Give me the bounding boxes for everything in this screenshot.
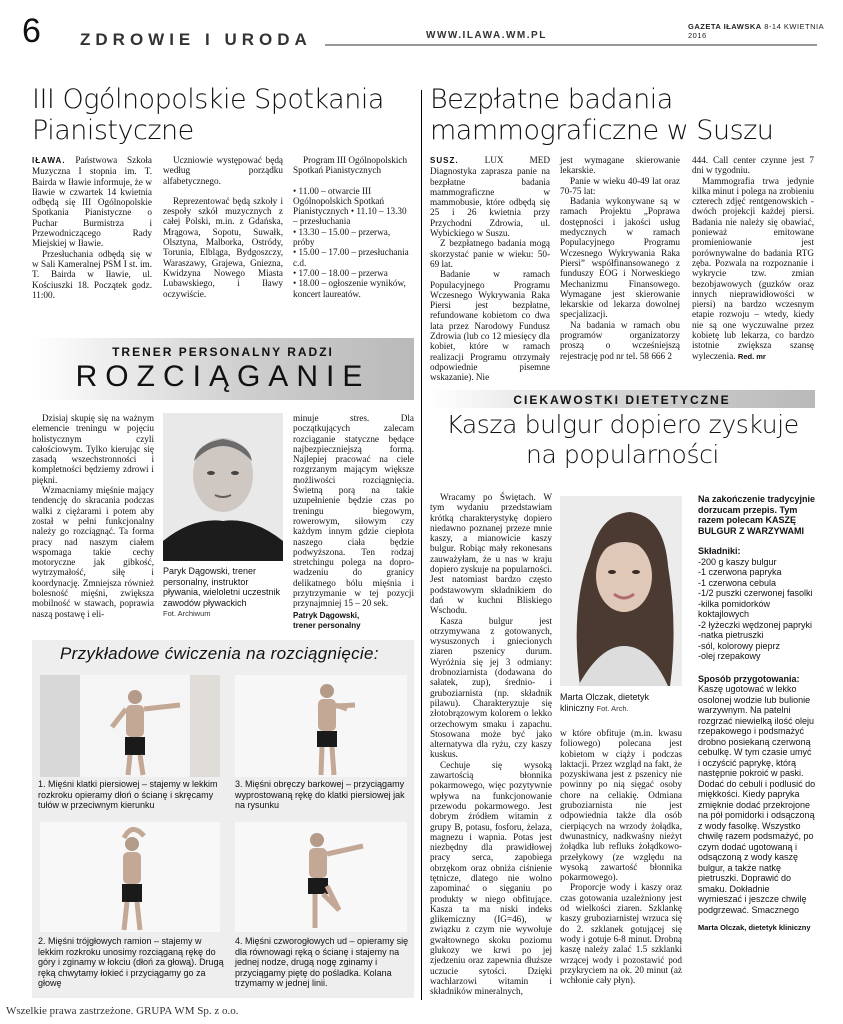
footer-copyright: Wszelkie prawa zastrzeżone. GRUPA WM Sp. z o.o. — [6, 1005, 239, 1017]
piano-col2-p1: Uczniowie występować będą według porządku alfabetycznego. — [163, 155, 283, 186]
mammo-p3: Badanie w ramach Populacyjnego Programu Wczesnego Wykrywania Raka Piersi jest bezpłatne, refundowane kobietom co dwa lata przez Narodowy Fundusz Zdrowia (lub co 12 miesięcy dla kobiet, które w ramach realizacji Programu otrzymały odpowiednie pisemne wskazanie). Nie — [430, 269, 550, 383]
diet-col-1 — [430, 492, 552, 997]
mammo-col2-p3: Badania wykonywane są w ramach Projektu „Poprawa dostępności i jakości usług medycznych w ramach Populacyjnego Programu Wczesnego Wykrywania Raka Piersi” współfinansowanego z funduszy EOG i Norweskiego Mechanizmu Finansowego. Wymagane jest skierowanie lekarskie od lekarza dowolnej specjalizacji. — [560, 196, 680, 320]
shoulder-stretch-icon — [235, 675, 407, 777]
exercise-4-caption: 4. Mięśni czworogłowych ud – opieramy się dla równowagi ręką o ścianę i stajemy na jednej nodze, drugą nogę zginamy i przyciągamy piętę do pośladka. Kolana trzymamy w jednej linii. — [235, 936, 409, 988]
page-number: 6 — [22, 12, 41, 50]
trainer-kicker: TRENER PERSONALNY RADZI — [112, 345, 334, 359]
diet-col2-p2: Proporcje wody i kaszy oraz czas gotowania uzależniony jest od wielkości ziaren. Szklankę kaszy gruboziarnistej wrzuca się do 2. szklanek gotującej się wody i gotuje 6-8 minut. Drobną kaszę należy zalać 1.5 szklanki wrzącej wody i pozostawić pod przykryciem na ok. 20 minut (aż wchłonie cały płyn). — [560, 882, 682, 986]
mammo-p1: LUX MED Diagnostyka zaprasza panie na bezpłatne badania mammograficzne w mammobusie, które odbędą się 25 i 26 kwietnia przy Przychodni Zdrowia, ul. Wybickiego w Suszu. — [430, 155, 550, 239]
ingredients-list — [698, 557, 816, 662]
piano-col2-p2: Reprezentować będą szkoły i zespoły szkół muzycznych z całej Polski, m.in. z Gdańska, Mrągowa, Sopotu, Suwałk, Olsztyna, Malborka, Ostródy, Torunia, Elbląga, Bydgoszczy, Waraszawy, Grajewa, Gniezna, Kwidzyna Nowego Miasta Lubawskiego, i Iławy oczywiście. — [163, 195, 283, 299]
ingredient-item: -1 czerwona papryka — [698, 567, 782, 577]
exercise-2-caption: 2. Mięśni trójgłowych ramion – stajemy w lekkim rozkroku unosimy rozciąganą rękę do góry i zginamy w łokciu (dłoń za głową). Drugą ręką chwytamy łokieć i przyciągamy go za głowę — [38, 936, 224, 988]
issue-dates: 8-14 KWIETNIA 2016 — [688, 22, 824, 40]
ingredients-title: Składniki: — [698, 546, 741, 556]
piano-location: IŁAWA. — [32, 156, 66, 165]
dietitian-portrait-icon — [560, 496, 682, 686]
mammo-col-2 — [560, 155, 680, 361]
exercise-4-photo — [235, 822, 407, 932]
ingredient-item: -2 łyżeczki wędzonej papryki — [698, 619, 813, 630]
trainer-photo-caption — [163, 566, 285, 620]
mammo-col2-p2: Panie w wieku 40-49 lat oraz 70-75 lat: — [560, 175, 680, 196]
ingredient-item: -sól, kolorowy pieprz — [698, 640, 781, 651]
piano-p2: Przesłuchania odbędą się w w Sali Kameralnej PSM I st. im. T. Bairda w Iławie, ul. Kościuszki 18. Początek godz. 11:00. — [32, 248, 152, 300]
paper-title: GAZETA IŁAWSKA — [688, 22, 762, 31]
mammo-col-1 — [430, 155, 550, 383]
dietitian-photo — [560, 496, 682, 686]
dietitian-caption-text: Marta Olczak, dietetyk kliniczny — [560, 692, 650, 713]
trainer-photo-credit: Fot. Archiwum — [163, 609, 211, 618]
piano-program-item: • 18.00 – ogłoszenie wyników, koncert laureatów. — [293, 278, 406, 299]
exercise-3-caption: 3. Mięśni obręczy barkowej – przyciągamy wyprostowaną rękę do klatki piersiowej jak na rysunku — [235, 779, 405, 810]
person-portrait-icon — [163, 413, 283, 561]
piano-program-item: • 11.00 – otwarcie III Ogólnopolskich Spotkań Pianistycznych • 11.10 – 13.30 – przesłuchania — [293, 185, 407, 227]
exercise-1-caption: 1. Mięśni klatki piersiowej – stajemy w lekkim rozkroku opieramy dłoń o ścianę i skręcamy tułów w przeciwnym kierunku — [38, 779, 218, 810]
paper-name — [688, 22, 843, 40]
method-title: Sposób przygotowania: — [698, 673, 800, 684]
triceps-stretch-icon — [40, 822, 220, 932]
trainer-title: ROZCIĄGANIE — [75, 360, 371, 393]
trainer-photo — [163, 413, 283, 561]
piano-p1: Państwowa Szkoła Muzyczna I stopnia im. T. Bairda w Iławie informuje, że w Iławie w czwartek 14 kwietnia odbędą się III Ogólnopolskie Spotkania Pianistyczne o Puchar Burmistrza i Przewodniczącego Rady Miejskiej w Iławie. — [32, 155, 153, 249]
recipe-column — [698, 494, 816, 934]
trainer-sig-role: trener personalny — [293, 620, 361, 630]
piano-program-item: • 17.00 – 18.00 – przerwa — [293, 267, 388, 278]
diet-p2: Kasza bulgur jest otrzymywana z gotowanych, wysuszonych i gniecionych ziaren pszenicy durum. Wyróżnia się jej 3 odmiany: drobnoziarnista (dodawana do sałatek, zup), średnio- i gruboziarnista (np. składnik pilawu). Charakteryzuje się złotobrązowym kolorem o lekko orzechowym smaku i zapachu. Stosowana może być jako alternatywa dla ryżu, czy kaszy kuskus. — [430, 615, 552, 760]
exercise-3-photo — [235, 675, 407, 777]
mammo-col-3 — [692, 155, 814, 362]
exercise-1-photo — [40, 675, 220, 777]
ingredient-item: -200 g kaszy bulgur — [698, 556, 777, 567]
exercises-heading: Przykładowe ćwiczenia na rozciągnięcie: — [60, 644, 379, 663]
diet-col2-p1: w które obfituje (m.in. kwasu foliowego) polecana jest kobietom w ciąży i podczas laktacji. Przez wzgląd na fakt, że pozyskiwana jest z pszenicy nie powinny po nią sięgać osoby chore na celiakię. Odmiana gruboziarnista nie jest odpowiednia także dla osób cierpiących na wrzody żołądka, dwunastnicy, nadkwaśny nieżyt żołądka lub refluks żołądkowo-przełykowy (ze względu na wysoką zawartość błonnika pokarmowego). — [560, 728, 682, 883]
diet-kicker: CIEKAWOSTKI DIETETYCZNE — [513, 393, 731, 407]
mammo-col2-p1: jest wymagane skierowanie lekarskie. — [560, 155, 680, 176]
piano-col-3 — [293, 155, 413, 299]
center-divider — [421, 90, 422, 1000]
method-text: Kaszę ugotować w lekko osolonej wodzie lub bulionie warzywnym. Na patelni rozgrzać niewielką ilość oleju rzepakowego i podsmażyć drobno posiekaną czerwoną cebulkę. W tym czasie umyć i oczyścić paprykę, którą następnie pokroić w paski. Dodać do cebuli i podlusić do miękkości. Kiedy papryka zmięknie dodać przekrojone na pół pomidorki i odsączoną z wody fasolkę. Wszystko chwilę razem podsmażyć, po czym dodać ugotowaną i odsączoną z wody kaszę bulgur, a także natkę pietruszki. Doprawić do smaku. Dokładnie wymieszać i jeszcze chwilę podgrzewać. Smacznego — [698, 684, 816, 915]
trainer-col2-text: minuje stres. Dla początkujących zalecam rozciąganie statyczne będące najbezpieczniejszą formą. Najlepiej pracować na ciele rozgrzanym mającym większe możliwości rozciągnięcia. Świetną porą na takie uzupełnienie będzie czas po treningu biegowym, rowerowym, siłowym czy każdym innym gdzie ciepłota naszego ciała będzie podwyższona. Ten rodzaj stretchingu polega na doprowadzeniu do granicy delikatnego bólu mięśnia i przytrzymanie w tej pozycji przynajmniej 15 – 20 sek. — [293, 413, 414, 609]
ingredient-item: -kilka pomidorków koktajlowych — [698, 598, 771, 619]
mammo-p2: Z bezpłatnego badania mogą skorzystać panie w wieku: 50-69 lat. — [430, 238, 550, 269]
ingredient-item: -natka pietruszki — [698, 630, 764, 640]
dietitian-photo-credit: Fot. Arch. — [596, 703, 629, 713]
mammo-signature: Red. mr — [737, 351, 766, 361]
mammo-location: SUSZ. — [430, 156, 459, 165]
piano-program-item: • 13.30 – 15.00 – przerwa, próby — [293, 226, 391, 248]
mammo-col2-p4: Na badania w ramach obu programów organizatorzy proszą o wcześniejszą rejestrację pod nr tel. 58 666 2 — [560, 319, 680, 361]
ingredient-item: -1 czerwona cebula — [698, 577, 777, 588]
mammo-col3-text: Mammografia trwa jedynie kilka minut i polega na zrobieniu czterech zdjęć rentgenowskich - dwóch projekcji każdej piersi. Badania nie należy się obawiać, ponieważ emitowane promieniowanie jest porównywalne do badania RTG zęba. Pozwala na rozpoznanie i wykrycie tzw. zmian bezobjawowych (guzków oraz innych nieprawidłowości w piersi) na bardzo wczesnym etapie rozwoju – wtedy, kiedy nie są one wyczuwalne przez kobietę lub lekarza, co bardzo istotnie zwiększa szansę wyleczenia. — [692, 175, 814, 361]
ingredient-item: -1/2 puszki czerwonej fasolki — [698, 588, 813, 598]
mammo-col3-p2 — [692, 176, 814, 362]
trainer-caption-text: Paryk Dągowski, trener personalny, instruktor pływania, wieloletni uczestnik zawodów pływackich — [163, 566, 281, 608]
wall-stretch-icon — [40, 675, 220, 777]
trainer-sig-name: Patryk Dągowski, — [293, 610, 360, 620]
trainer-col-1 — [32, 413, 154, 619]
section-title: ZDROWIE I URODA — [80, 30, 312, 49]
mammo-col3-p1: 444. Call center czynne jest 7 dni w tygodniu. — [692, 155, 814, 176]
exercise-2-photo — [40, 822, 220, 932]
diet-title: Kasza bulgur dopiero zyskuje na popularności — [446, 410, 799, 469]
trainer-signature — [293, 611, 414, 631]
piano-title: III Ogólnopolskie Spotkania Pianistyczne — [32, 84, 384, 146]
diet-p1: Wracamy po Świętach. W tym wydaniu przedstawiam krótką charakterystykę dopiero niedawno poznanej przeze mnie kaszy, a mianowicie kaszy bulgur. Robiąc mały rekonesans zauważyłam, że u nas w kraju dopiero zyskuje na popularności. Jest natomiast bardzo często podstawowym składnikiem do dań w kuchni Bliskiego Wschodu. — [430, 492, 552, 616]
ingredient-item: -olej rzepakowy — [698, 651, 761, 661]
trainer-col-2 — [293, 413, 414, 631]
recipe-signature: Marta Olczak, dietetyk kliniczny — [698, 923, 811, 932]
dietitian-caption — [560, 692, 682, 714]
diet-col-2 — [560, 728, 682, 985]
trainer-p1: Dzisiaj skupię się na ważnym elemencie treningu w pojęciu holistycznym czyli całościowym. Tylko kierując się zasadą wszechstronności i kompletności będziemy zdrowi i piękni. — [32, 413, 154, 485]
trainer-p2: Wzmacniamy mięśnie mający tendencję do skracania podczas walki z ciężarami i potem aby został w pełni funkcjonalny należy go rozciągnąć. Ta forma pracy nad naszym ciałem wspomaga takie cechy motoryczne jak gibkość, wytrzymałość, siłę i koordynację. Zmniejsza również bolesność mięśni, zwiększa mobilność w stawach, poprawia naszą postawę i eli- — [32, 485, 154, 619]
header-rule — [325, 44, 817, 46]
piano-col-2 — [163, 155, 283, 299]
recipe-intro: Na zakończenie tradycyjnie dorzucam przepis. Tym razem polecam KASZĘ BULGUR Z WARZYWAMI — [698, 494, 816, 536]
quad-stretch-icon — [235, 822, 407, 932]
diet-p3: Cechuje się wysoką zawartością błonnika pokarmowego, więc pozytywnie wpływa na funkcjonowanie przewodu pokarmowego. Jest dobrym źródłem witamin z grupy B, potasu, fosforu, żelaza, magnezu i wapnia. Potas jest niezbędny dla prawidłowej pracy serca, zapobiega obrzękom oraz obniża ciśnienie tętnicze, dlatego nie wolno zapominać o sięganiu po produkty w niego obfitujące. Kasza ta ma niski indeks glikemiczny (IG=46), w związku z czym nie wywołuje gwałtownego skoku poziomu glukozy we krwi po jej zjedzeniu oraz zapewnia dłuższe uczucie sytości. Dzięki wachlarzowi witamin i składników mineralnych, — [430, 759, 552, 997]
piano-col-1 — [32, 155, 152, 300]
piano-program-title: Program III Ogólnopolskich Spotkań Pianistycznych — [293, 155, 408, 176]
website-link[interactable]: WWW.ILAWA.WM.PL — [426, 30, 547, 41]
mammo-title: Bezpłatne badania mammograficzne w Suszu — [430, 84, 774, 146]
piano-program-item: • 15.00 – 17.00 – przesłuchania c.d. — [293, 247, 409, 268]
